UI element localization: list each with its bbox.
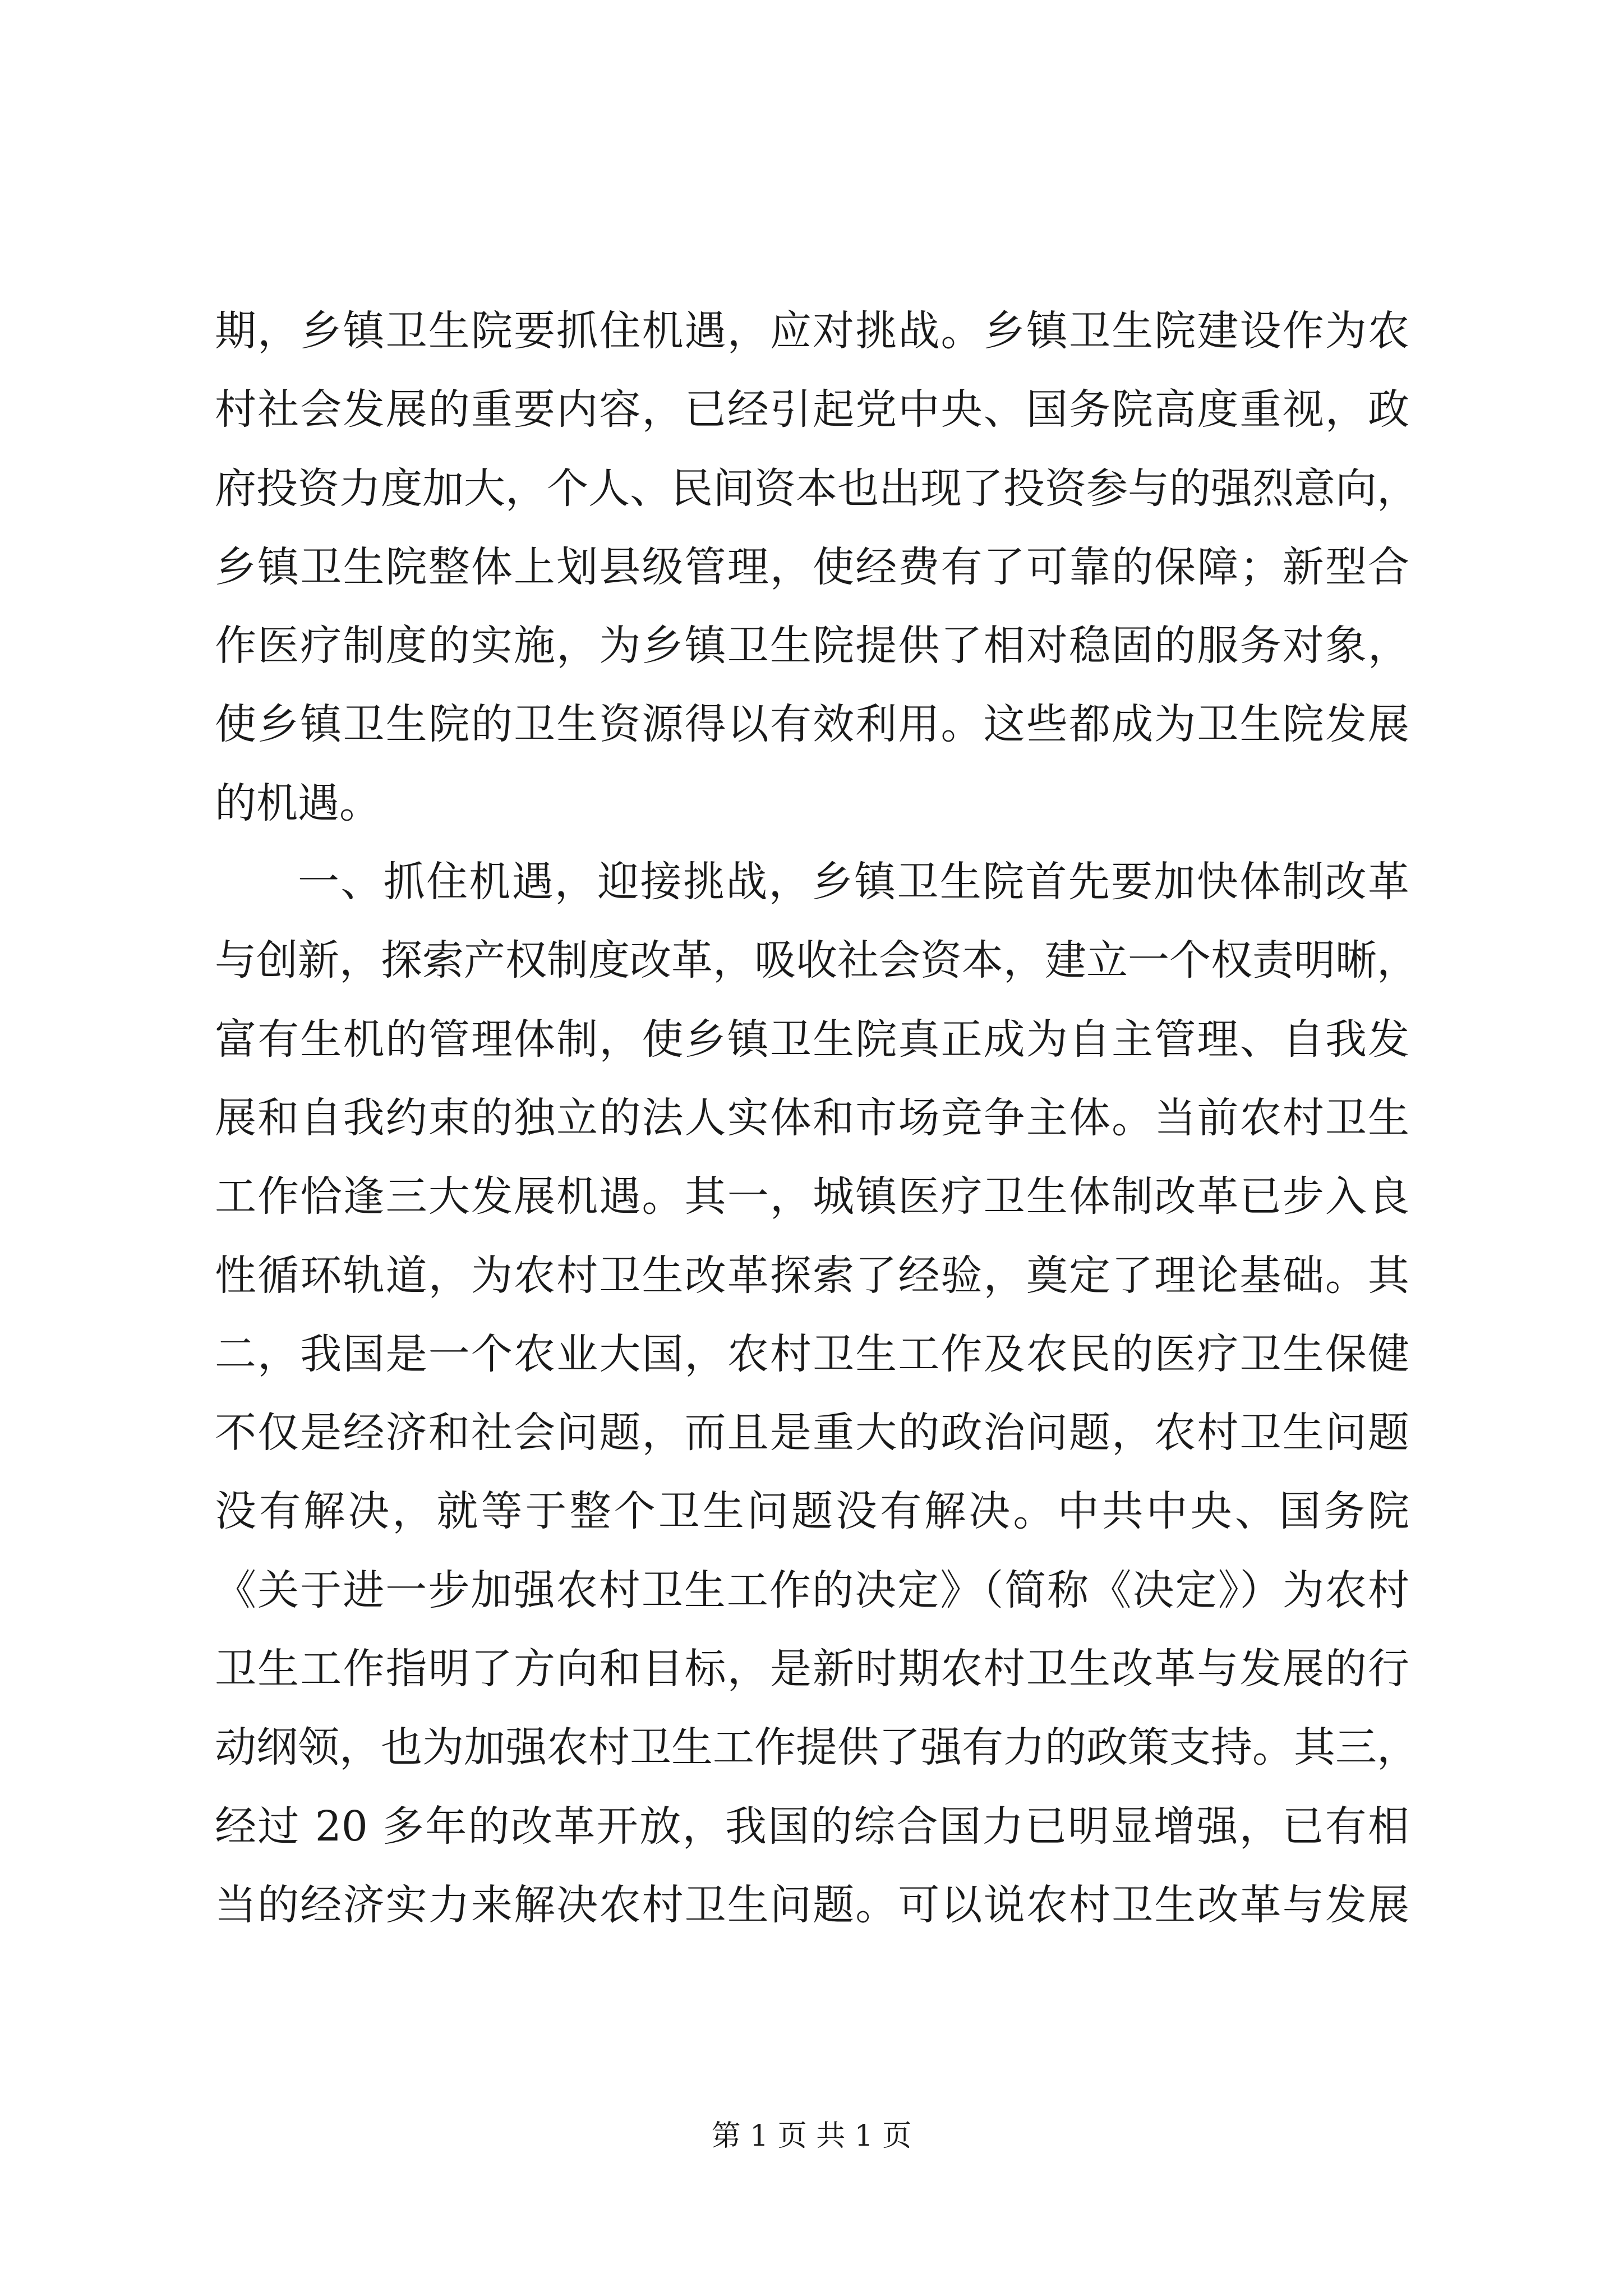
- text-line: 工作恰逢三大发展机遇。其一，城镇医疗卫生体制改革已步入良: [215, 1172, 1409, 1221]
- text-line: 卫生工作指明了方向和目标，是新时期农村卫生改革与发展的行: [215, 1645, 1409, 1694]
- page-number-footer: 第 1 页 共 1 页: [711, 2119, 912, 2153]
- text-line: 二，我国是一个农业大国，农村卫生工作及农民的医疗卫生保健: [215, 1329, 1409, 1378]
- text-line: 不仅是经济和社会问题，而且是重大的政治问题，农村卫生问题: [215, 1409, 1409, 1457]
- text-line: 性循环轨道，为农村卫生改革探索了经验，奠定了理论基础。其: [215, 1251, 1409, 1300]
- text-line: 村社会发展的重要内容，已经引起党中央、国务院高度重视，政: [215, 385, 1409, 434]
- text-line: 动纲领，也为加强农村卫生工作提供了强有力的政策支持。其三，: [215, 1723, 1418, 1772]
- text-line: 没有解决，就等于整个卫生问题没有解决。中共中央、国务院: [215, 1487, 1409, 1536]
- text-line: 的机遇。: [215, 779, 381, 827]
- text-line: 一、抓住机遇，迎接挑战，乡镇卫生院首先要加快体制改革: [298, 858, 1409, 907]
- text-line: 经过 20 多年的改革开放，我国的综合国力已明显增强，已有相: [215, 1802, 1409, 1851]
- text-line: 《关于进一步加强农村卫生工作的决定》（简称《决定》）为农村: [215, 1566, 1409, 1614]
- text-line: 乡镇卫生院整体上划县级管理，使经费有了可靠的保障；新型合: [215, 542, 1409, 591]
- text-line: 当的经济实力来解决农村卫生问题。可以说农村卫生改革与发展: [215, 1880, 1409, 1929]
- text-line: 富有生机的管理体制，使乡镇卫生院真正成为自主管理、自我发: [215, 1015, 1409, 1064]
- text-line: 与创新，探索产权制度改革，吸收社会资本，建立一个权责明晰，: [215, 936, 1418, 985]
- text-line: 作医疗制度的实施，为乡镇卫生院提供了相对稳固的服务对象，: [215, 622, 1409, 670]
- text-line: 府投资力度加大，个人、民间资本也出现了投资参与的强烈意向，: [215, 464, 1418, 513]
- text-line: 使乡镇卫生院的卫生资源得以有效利用。这些都成为卫生院发展: [215, 700, 1409, 749]
- text-line: 期，乡镇卫生院要抓住机遇，应对挑战。乡镇卫生院建设作为农: [215, 307, 1409, 355]
- text-line: 展和自我约束的独立的法人实体和市场竞争主体。当前农村卫生: [215, 1093, 1409, 1142]
- body-text: [215, 292, 1418, 1944]
